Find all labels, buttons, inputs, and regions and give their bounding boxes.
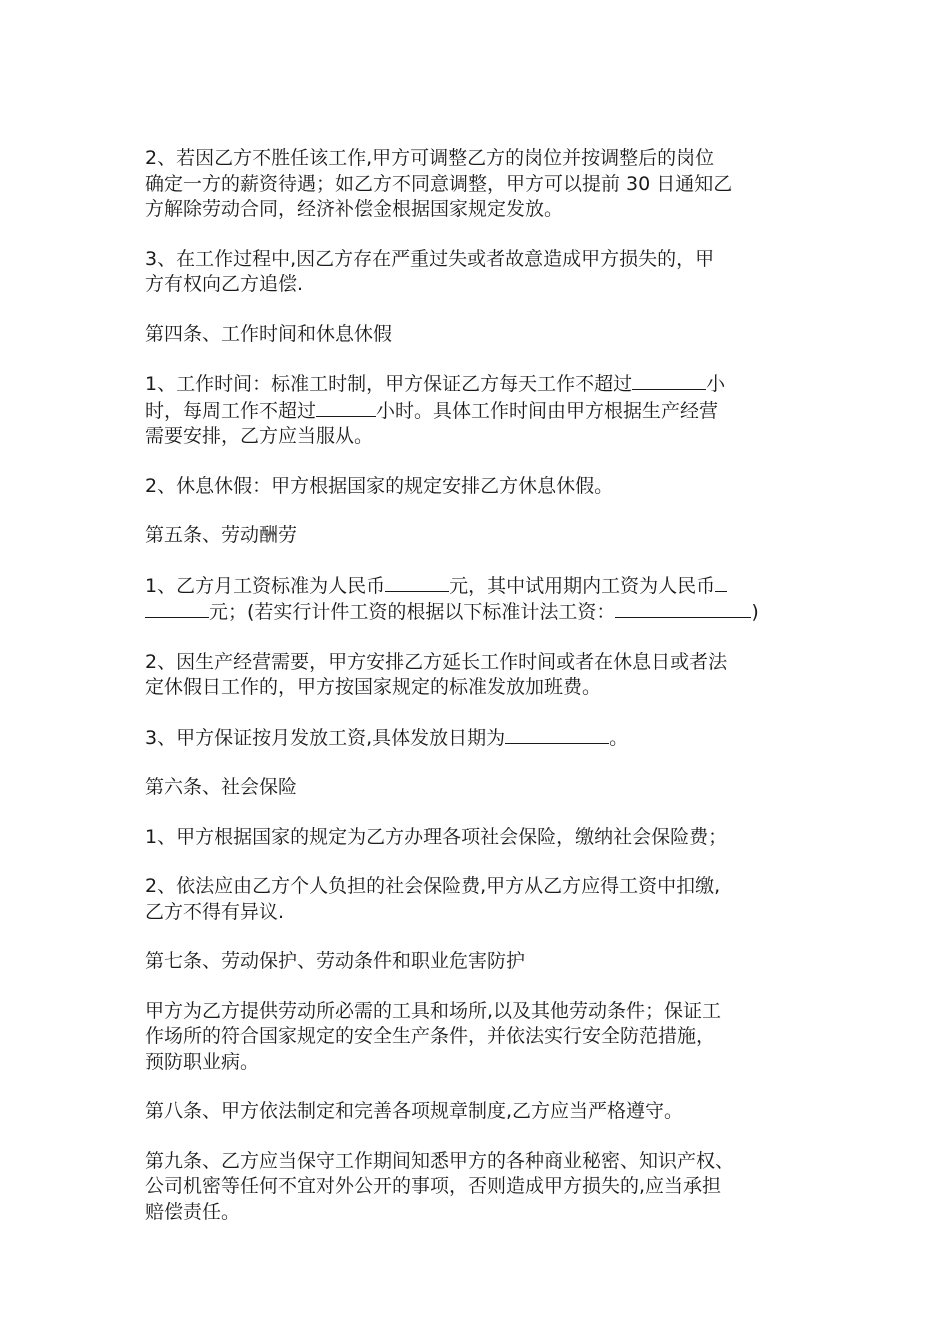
article-9: [145, 1149, 810, 1226]
text-line: [145, 398, 810, 425]
text-line: [145, 725, 810, 752]
text-line: 需要安排，乙方应当服从。: [145, 425, 374, 447]
article-7-heading: 第七条、劳动保护、劳动条件和职业危害防护: [145, 950, 526, 972]
fill-in-blank-piece-rate[interactable]: [615, 599, 751, 618]
fill-in-blank-daily-hours[interactable]: [632, 371, 706, 390]
article-6-heading: 第六条、社会保险: [145, 776, 298, 798]
text-line: 2、若因乙方不胜任该工作,甲方可调整乙方的岗位并按调整后的岗位: [145, 147, 715, 169]
clause-2-insurance-deduction: [145, 874, 810, 925]
clause-1-social-insurance: 1、甲方根据国家的规定为乙方办理各项社会保险，缴纳社会保险费；: [145, 825, 728, 848]
clause-2-overtime: [145, 650, 810, 701]
text-segment: 元，其中试用期内工资为人民币: [449, 574, 716, 597]
text-segment: 时，每周工作不超过: [145, 399, 317, 422]
clause-3-compensation: [145, 247, 810, 298]
fill-in-blank-pay-date[interactable]: [505, 725, 609, 744]
text-line: 方有权向乙方追偿.: [145, 273, 304, 295]
text-line: 甲方为乙方提供劳动所必需的工具和场所,以及其他劳动条件；保证工: [145, 999, 722, 1022]
text-segment: 3、甲方保证按月发放工资,具体发放日期为: [145, 726, 506, 749]
text-segment: ): [751, 601, 759, 623]
text-line: 2、依法应由乙方个人负担的社会保险费,甲方从乙方应得工资中扣缴,: [145, 875, 721, 897]
fill-in-blank-probation-salary-start[interactable]: [715, 573, 727, 592]
fill-in-blank-weekly-hours[interactable]: [316, 398, 376, 417]
text-segment: 。: [609, 726, 629, 749]
text-line: 2、因生产经营需要，甲方安排乙方延长工作时间或者在休息日或者法: [145, 650, 728, 673]
fill-in-blank-monthly-salary[interactable]: [385, 573, 449, 592]
article-5-heading: 第五条、劳动酬劳: [145, 524, 298, 546]
text-line: 3、在工作过程中,因乙方存在严重过失或者故意造成甲方损失的，甲: [145, 247, 715, 270]
clause-2-rest-leave: 2、休息休假：甲方根据国家的规定安排乙方休息休假。: [145, 474, 614, 497]
clause-2-position-adjustment: [145, 146, 810, 223]
text-line: 方解除劳动合同，经济补偿金根据国家规定发放。: [145, 198, 564, 220]
clause-1-working-hours: [145, 371, 810, 450]
text-line: 作场所的符合国家规定的安全生产条件，并依法实行安全防范措施，: [145, 1025, 716, 1047]
text-segment: 1、乙方月工资标准为人民币: [145, 574, 386, 597]
clause-1-salary: [145, 573, 810, 626]
text-line: 定休假日工作的，甲方按国家规定的标准发放加班费。: [145, 676, 602, 698]
text-line: [145, 599, 810, 626]
text-line: 第九条、乙方应当保守工作期间知悉甲方的各种商业秘密、知识产权、: [145, 1149, 735, 1172]
text-line: 赔偿责任。: [145, 1200, 241, 1223]
text-line: 预防职业病。: [145, 1050, 260, 1073]
article-7-body: [145, 999, 810, 1076]
text-line: 乙方不得有异议.: [145, 900, 285, 923]
article-4-heading: 第四条、工作时间和休息休假: [145, 322, 393, 345]
text-line: [145, 371, 810, 398]
text-line: [145, 573, 810, 600]
text-segment: 小时。具体工作时间由甲方根据生产经营: [376, 399, 719, 422]
article-8: 第八条、甲方依法制定和完善各项规章制度,乙方应当严格遵守。: [145, 1100, 684, 1122]
text-segment: 小: [706, 373, 726, 395]
text-segment: 元；(若实行计件工资的根据以下标准计法工资：: [209, 601, 616, 623]
text-line: 确定一方的薪资待遇；如乙方不同意调整，甲方可以提前 30 日通知乙: [145, 172, 733, 195]
text-line: 公司机密等任何不宜对外公开的事项，否则造成甲方损失的,应当承担: [145, 1175, 722, 1197]
clause-3-pay-date: [145, 725, 810, 752]
fill-in-blank-probation-salary[interactable]: [145, 599, 209, 618]
document-body: [145, 146, 810, 1249]
text-segment: 1、工作时间：标准工时制，甲方保证乙方每天工作不超过: [145, 373, 633, 395]
